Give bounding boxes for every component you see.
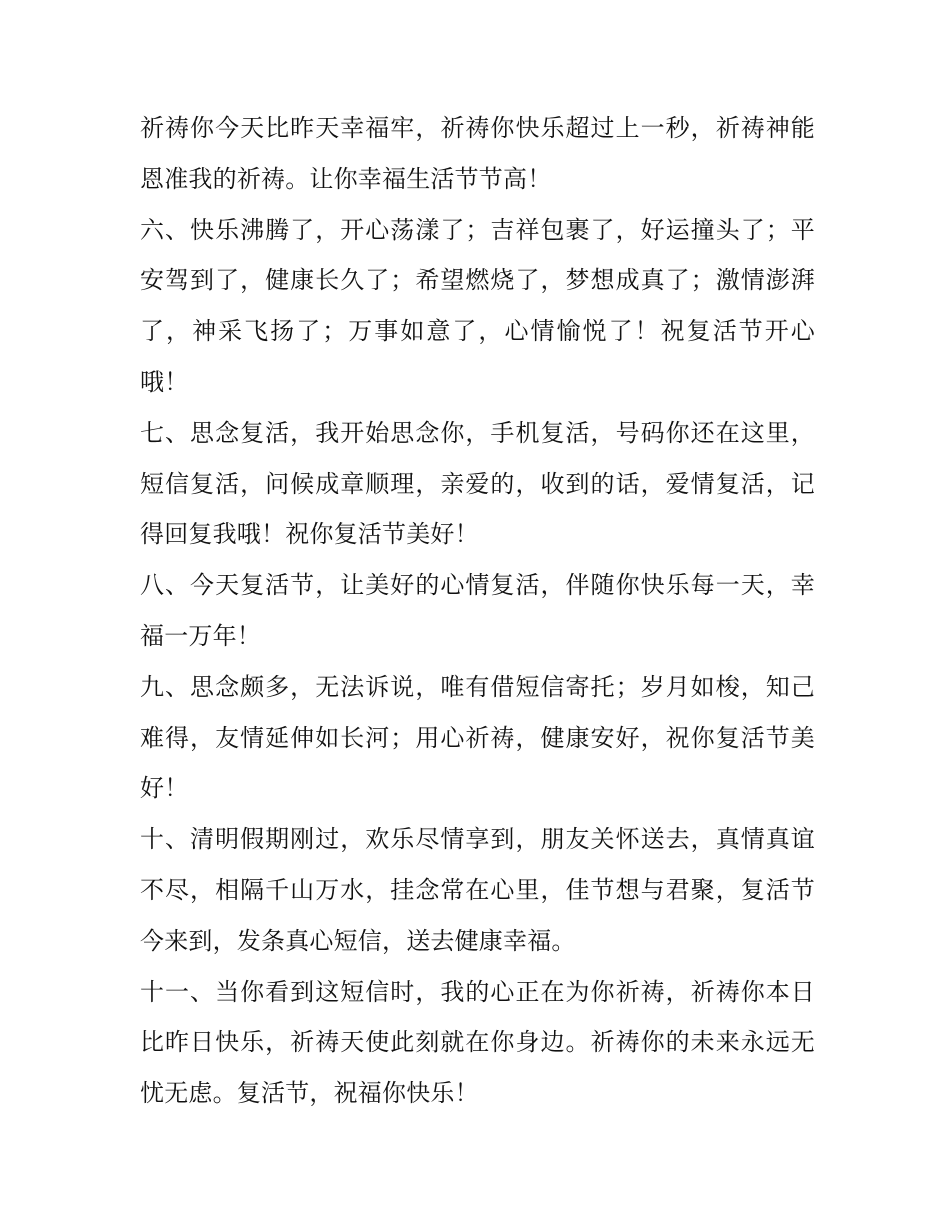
paragraph-seven: 七、思念复活，我开始思念你，手机复活，号码你还在这里，短信复活，问候成章顺理，亲爱的，收到的话，爱情复活，记得回复我哦！祝你复活节美好！ xyxy=(140,418,815,549)
body-text xyxy=(140,103,815,1119)
paragraph-ten: 十、清明假期刚过，欢乐尽情享到，朋友关怀送去，真情真谊不尽，相隔千山万水，挂念常在心里，佳节想与君聚，复活节今来到，发条真心短信，送去健康幸福。 xyxy=(140,825,815,955)
paragraph-eight: 八、今天复活节，让美好的心情复活，伴随你快乐每一天，幸福一万年！ xyxy=(140,571,815,650)
paragraph-eleven: 十一、当你看到这短信时，我的心正在为你祈祷，祈祷你本日比昨日快乐，祈祷天使此刻就在你身边。祈祷你的未来永远无忧无虑。复活节，祝福你快乐！ xyxy=(140,977,815,1108)
paragraph-nine: 九、思念颇多，无法诉说，唯有借短信寄托；岁月如梭，知己难得，友情延伸如长河；用心祈祷，健康安好，祝你复活节美好！ xyxy=(140,672,815,803)
paragraph-six: 六、快乐沸腾了，开心荡漾了；吉祥包裹了，好运撞头了；平安驾到了，健康长久了；希望燃烧了，梦想成真了；激情澎湃了，神采飞扬了；万事如意了，心情愉悦了！祝复活节开心哦！ xyxy=(140,215,815,396)
paragraph-continuation: 祈祷你今天比昨天幸福牢，祈祷你快乐超过上一秒，祈祷神能恩准我的祈祷。让你幸福生活节节高！ xyxy=(140,114,815,193)
